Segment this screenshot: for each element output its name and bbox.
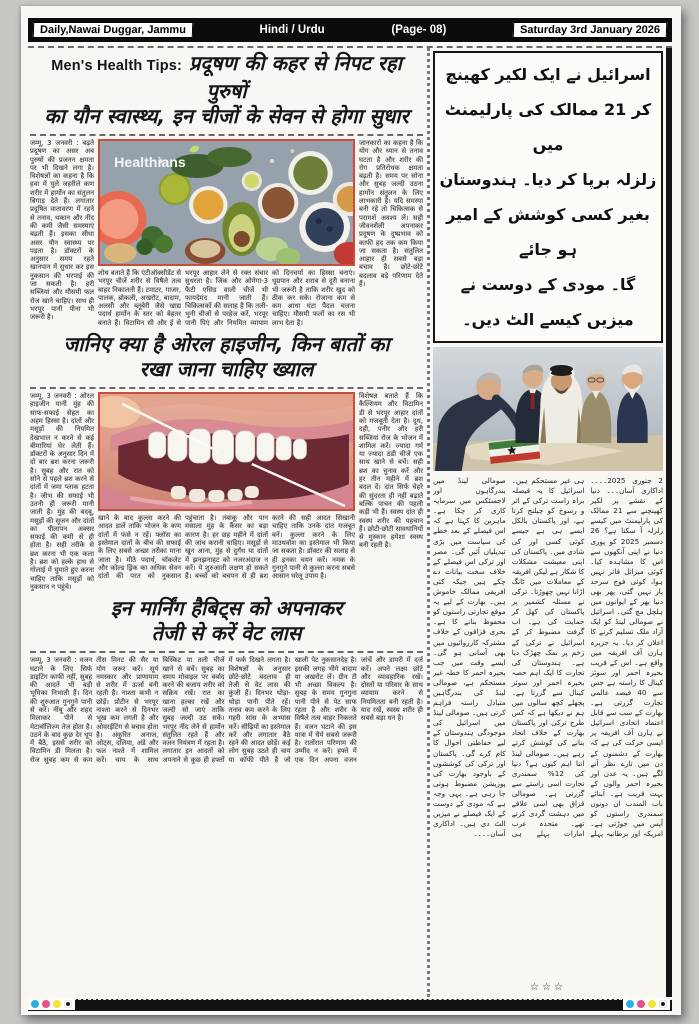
oral-hygiene-mid-block	[98, 392, 355, 591]
mens-health-headline-line1: प्रदूषण की कहर से निपट रहा पुरुषों	[189, 51, 402, 103]
urdu-section	[430, 48, 672, 997]
urdu-headline-line3: گا۔ مودی کے دوست نے میزیں کیسے الٹ دیں۔	[460, 275, 636, 329]
hindi-section	[28, 48, 430, 997]
cyan-dot-icon	[31, 1000, 39, 1008]
mens-health-kicker: Men's Health Tips:	[51, 58, 183, 74]
masthead-bar	[28, 18, 672, 42]
newspaper-page	[21, 6, 681, 1015]
teeth-floss-illustration	[100, 394, 353, 509]
yellow-dot-icon	[648, 1000, 656, 1008]
healthy-food-illustration	[100, 141, 353, 264]
oral-hygiene-col-right: विशेषज्ञ बताते हैं कि कैल्शियम और विटामिन डी से भरपूर आहार दांतों को मजबूती देता है। दूध, दही, पनीर और हरी सब्जियां रोज के भोजन में शामिल करें। ज्यादा गर्म या ज्यादा ठंडी चीजें एक साथ खाने से बचें। सही ब्रश का चुनाव करें और हर तीन महीने में ब्रश बदल दें। दांत सिर्फ चेहरे की सुंदरता ही नहीं बढ़ाते बल्कि पाचन की पहली कड़ी भी हैं। स्वस्थ दांत ही स्वस्थ शरीर की पहचान हैं। छोटी-छोटी सावधानियों से मुस्कान हमेशा स्वस्थ बनी रहती है।	[359, 392, 423, 550]
cyan-dot-icon	[626, 1000, 634, 1008]
urdu-headline-line1: اسرائیل نے ایک لکیر کھینچ کر 21 ممالک کی پارلیمنٹ میں	[444, 65, 652, 154]
mens-health-mid-block	[98, 139, 355, 327]
oral-hygiene-col-mid: खाने के बाद कुल्ला करने की आदत डालें ताकि भोजन के कण दांतों में फंसे न रहें। फ्लॉस का इस्तेमाल दांतों के बीच की सफाई के लिए सबसे अच्छा तरीका माना जाता है। मीठे पदार्थ, चॉकलेट और कोल्ड ड्रिंक का अधिक सेवन दांतों की परत को नुकसान पहुंचाता है। तंबाकू और पान मसाला मुंह के कैंसर का बड़ा कारण है। हर छह महीने में दांतों की जांच करानी चाहिए। मसूड़ों से खून आना, मुंह से दुर्गंध या दांतों में झनझनाहट को नजरअंदाज न करें। ये शुरुआती लक्षण हो सकते हैं। बच्चों को बचपन से ही ब्रश करने की सही आदत सिखानी चाहिए ताकि उनके दांत मजबूत बनें। कुल्ला करने के लिए माउथवॉश का इस्तेमाल भी किया जा सकता है। डॉक्टर की सलाह से ही इनका चयन करें। नमक के गुनगुने पानी से कुल्ला करना सबसे आसान घरेलू उपाय है।	[98, 514, 356, 581]
leaders-illustration	[433, 347, 663, 471]
black-dot-icon	[659, 1000, 667, 1008]
morning-habits-body: जम्मू, 3 जनवरी : वजन घटाने के लिए सिर्फ डाइटिंग काफी नहीं, सुबह की आदतें भी बड़ी भूमिका निभाती हैं। दिन की शुरुआत गुनगुने पानी से करें। नींबू और शहद मिलाकर पीने से मेटाबॉलिज्म तेज होता है। उठने के बाद कुछ देर धूप में बैठें, इससे शरीर को विटामिन डी मिलता है। रोज सुबह कम से कम तीस मिनट की सैर या योग जरूर करें। सूर्य नमस्कार और प्राणायाम से शरीर में ऊर्जा बनी रहती है। नाश्ता कभी न छोड़ें। प्रोटीन से भरपूर नाश्ता करने से दिनभर भूख कम लगती है और ओवरईटिंग से बचाव होता है। अंकुरित अनाज, ओट्स, दलिया, अंडे और फल नाश्ते में शामिल करें। चाय के साथ बिस्किट या तली चीजें खाने से बचें। सुबह का समय मोबाइल पर बर्बाद करने की बजाय शरीर को सक्रिय रखें। रात का खाना हल्का रखें और जल्दी सो जाएं ताकि सुबह जल्दी उठ सकें। भरपूर नींद लेने से हार्मोन संतुलित रहते हैं और वजन नियंत्रण में रहता है। लगातार इन आदतों को अपनाने से कुछ ही हफ्तों में फर्क दिखने लगता है। विशेषज्ञों के अनुसार छोटे-छोटे बदलाव ही तेजी से वेट लास की कुंजी हैं। दिनभर थोड़ा-थोड़ा पानी पीते रहें। तनाव कम करने के लिए गहरी सांस के अभ्यास करें। सीढ़ियों का इस्तेमाल करें और लगातार बैठे रहने की आदत छोड़ें। कई लोग सुबह उठते ही चाय या कॉफी पीते हैं जो खाली पेट नुकसानदेह है। इसकी जगह भीगे बादाम या अखरोट लें। ग्रीन टी भी अच्छा विकल्प है। सुबह के समय गुनगुना पानी पीने से पेट साफ रहता है और शरीर के विषैले तत्व बाहर निकलते हैं। वजन घटाने की इस यात्रा में धैर्य सबसे जरूरी है। रातोंरात परिणाम की उम्मीद न करें। हफ्ते में एक दिन अपना वजन जांचें और डायरी में दर्ज करें। अपने लक्ष्य छोटे और व्यावहारिक रखें। दोस्तों या परिवार के साथ व्यायाम करने से नियमितता बनी रहती है। याद रखें, स्वस्थ शरीर ही सबसे बड़ा धन है।	[30, 656, 423, 764]
teeth-floss-photo	[98, 392, 355, 511]
morning-habits-headline	[30, 593, 423, 653]
article-oral-hygiene	[30, 329, 423, 593]
mens-health-col-left: जम्मू, 3 जनवरी : बढ़ते प्रदूषण का असर अब पुरुषों की प्रजनन क्षमता पर भी दिखने लगा है। विशेषज्ञों का कहना है कि हवा में घुले जहरीले कण शरीर में हार्मोन का संतुलन बिगाड़ देते हैं। लगातार प्रदूषित वातावरण में रहने से तनाव, थकान और नींद की कमी जैसी समस्याएं बढ़ती हैं। इसका सीधा असर यौन स्वास्थ्य पर पड़ता है। डॉक्टरों के अनुसार समय रहते खानपान में सुधार कर इस नुकसान की भरपाई की जा सकती है। हरी सब्जियां और मौसमी फल रोज खाने चाहिए। साथ ही भरपूर पानी पीना भी जरूरी है।	[30, 139, 94, 322]
oral-hygiene-body	[30, 389, 423, 593]
page-content	[28, 46, 672, 997]
language-label: Hindi / Urdu	[259, 24, 325, 36]
oral-hygiene-headline-line2: रखा जाना चाहिए ख्याल	[139, 357, 314, 382]
yellow-dot-icon	[53, 1000, 61, 1008]
mens-health-col-right: जानकारों का कहना है कि योग और ध्यान से तनाव घटता है और शरीर की रोग प्रतिरोधक क्षमता बढ़ती है। समय पर सोना और सुबह जल्दी उठना हार्मोन संतुलन के लिए लाभकारी है। यदि समस्या बनी रहे तो चिकित्सक से परामर्श अवश्य लें। सही जीवनशैली अपनाकर प्रदूषण के दुष्प्रभाव को काफी हद तक कम किया जा सकता है। संतुलित आहार ही सबसे बड़ा बचाव है। छोटे-छोटे बदलाव बड़े परिणाम देते हैं।	[359, 139, 423, 289]
cmyk-registration-right	[623, 998, 670, 1010]
date-label: Saturday 3rd January 2026	[513, 22, 668, 38]
oral-hygiene-headline-line1: जानिए क्या है ओरल हाइजीन, किन बातों का	[63, 332, 390, 357]
mens-health-body	[30, 136, 423, 329]
mens-health-headline	[30, 48, 423, 136]
black-dot-icon	[64, 1000, 72, 1008]
morning-habits-headline-line1: इन मार्निंग हैबिट्स को अपनाकर	[110, 596, 343, 621]
cmyk-registration-left	[28, 998, 75, 1010]
morning-habits-headline-line2: तेजी से करें वेट लास	[151, 621, 302, 646]
article-mens-health	[30, 48, 423, 329]
leaders-photo	[433, 347, 663, 471]
publication-name: Daily,Nawai Duggar, Jammu	[33, 22, 193, 38]
article-morning-habits	[30, 593, 423, 767]
mens-health-headline-line2: का यौन स्वास्थ्य, इन चीजों के सेवन से होगा सुधार	[44, 104, 409, 128]
magenta-dot-icon	[637, 1000, 645, 1008]
mens-health-col-mid: शोध बताते हैं कि एंटीऑक्सीडेंट से भरपूर चीजें शरीर से विषैले तत्व बाहर निकालती हैं। टमाटर, गाजर, पालक, ब्रोकली, अखरोट, बादाम, अलसी और ब्लूबेरी जैसे खाद्य पदार्थ हार्मोन के स्तर को बेहतर बनाते हैं। विटामिन सी और ई से भरपूर आहार लेने से रक्त संचार सुधरता है। जिंक और ओमेगा-3 फैटी एसिड वाली चीजें भी फायदेमंद मानी जाती हैं। चिकित्सकों की सलाह है कि तली-भुनी चीजों से परहेज करें, भरपूर पानी पिएं और नियमित व्यायाम को दिनचर्या का हिस्सा बनाएं। धूम्रपान और शराब से दूरी बनाना भी जरूरी है ताकि शरीर खुद को ठीक कर सके। रोजाना कम से कम आधा घंटा पैदल चलना चाहिए। मौसमी फलों का रस भी लाभ देता है।	[98, 269, 355, 327]
healthy-food-photo	[98, 139, 355, 266]
urdu-body-text: 2 جنوری 2025۔۔۔۔ اداکاری آسان۔۔۔ دنیا کے نقشے پر لکیر کھینچنے سے 21 ممالک کی پارلیمنٹ میں کیسے زلزلہ آ سکتا ہے؟ 26 دسمبر 2025 کو پوری دنیا نے اپنی آنکھوں سے اس کا مشاہدہ کیا۔ کوئی میزائل فائر نہیں ہوا، کوئی فوج سرحد پار نہیں گئی، پھر بھی دنیا بھر کے ایوانوں میں ہلچل مچ گئی۔ اسرائیل نے صومالی لینڈ کو ایک آزاد ملک تسلیم کرنے کا اعلان کر دیا۔ یہ جزیرہ ہارن آف افریقہ میں واقع ہے۔ اس کے قریب بحیرہ احمر اور سوئز کینال کا راستہ ہے جس سے 40 فیصد عالمی تجارت گزرتی ہے۔ بھارت کے سب سے قابل اعتماد اتحادی اسرائیل نے ہارن آف افریقہ پر ایسی حرکت کی ہے کہ بھارت کے دشمنوں کے دن میں تارے نظر آنے لگے ہیں۔ یہ عدن اور بحیرہ احمر والوں کے بہت قریب ہے۔ آبنائے باب المندب ان دونوں سمندری راستوں کو آپس میں جوڑتی ہے۔ امریکہ اور برطانیہ پہلے ہی غیر مستحکم ہیں۔ اسرائیل کا یہ فیصلہ براہ راست ترکی کے اثر و رسوخ کو چیلنج کرتا ہے، اور پاکستان بالکل ایسے ہی ہے جیسے کوئی کسی اور کی شادی میں۔ پاکستان کی اپنی معیشت مشکلات کا شکار ہے لیکن افریقہ کے معاملات میں ٹانگ اڑانا نہیں چھوڑتا۔ ترکی نے مسئلہ کشمیر پر پاکستان کی کھل کر حمایت کی ہے۔ اب گرفت مضبوط کر کے اسرائیل نے ترکی کے زخم پر نمک چھڑک دیا ہے۔ ہندوستان کی تجارت کا ایک اہم حصہ بحیرہ احمر اور سوئز کینال سے گزرتا ہے۔ پچھلے کچھ سالوں میں ہم نے دیکھا ہے کہ کس طرح ترکی اور پاکستان بھارت کے خلاف اتحاد بنانے کی کوشش کرتے رہے ہیں۔ صومالی لینڈ اتنا اہم کیوں ہے؟ دنیا کی 12% سمندری تجارت اسی راستے سے گزرتی ہے۔ صومالی قزاق بھی اسی علاقے میں دہشت گردی کرتے تھے۔ متحدہ عرب امارات پہلے ہی صومالی لینڈ میں بندرگاہوں اور لاجسٹکس میں سرمایہ کاری کر چکا ہے۔ ماہرین کا کہنا ہے کہ اس فیصلے کے بعد خطے کی سیاست میں بڑی تبدیلیاں آئیں گی۔ مصر اور ترکی اس فیصلے کے خلاف سخت بیانات دے چکے ہیں جبکہ کئی افریقی ممالک خاموش ہیں۔ بھارت کے لیے یہ موقع تجارتی راستوں کو محفوظ بنانے کا ہے۔ بحری قزاقوں کے خلاف مشترکہ کارروائیوں میں بھی آسانی ہو گی۔ ایسے وقت میں جب بحیرہ احمر کا خطہ غیر مستحکم ہے، صومالی لینڈ کی بندرگاہیں متبادل راستہ فراہم کرتی ہیں۔ صومالی لینڈ میں اسرائیل کی موجودگی ہندوستان کے لیے حفاظتی احوال کا کام کرے گی۔ پاکستان اور ترکی کی کوششوں کے باوجود بھارت کی پوزیشن مضبوط ہوتی جا رہی ہے۔ یہی وجہ ہے کہ مودی کے دوست کے ایک فیصلے نے میزیں الٹ دی ہیں۔ اداکاری آسان۔۔۔۔	[433, 476, 663, 839]
urdu-headline	[433, 51, 663, 343]
oral-hygiene-headline	[30, 329, 423, 389]
healthians-watermark: Healthians	[114, 154, 186, 170]
urdu-headline-line2: زلزلہ برپا کر دیا۔ ہندوستان بغیر کسی کوشش کے امیر ہو جائے	[439, 170, 657, 259]
bottom-print-bar	[28, 999, 672, 1011]
page-number-label: (Page- 08)	[391, 24, 447, 36]
oral-hygiene-col-left: जम्मू, 3 जनवरी : ओरल हाइजीन यानी मुंह की साफ-सफाई सेहत का अहम हिस्सा है। दांतों और मसूड़ों की नियमित देखभाल न करने से कई बीमारियां घेर लेती हैं। डॉक्टरों के अनुसार दिन में दो बार ब्रश करना जरूरी है। सुबह और रात को सोने से पहले ब्रश करने से दांतों में जमा प्लाक हटता है। जीभ की सफाई भी उतनी ही जरूरी मानी जाती है। मुंह की बदबू, मसूड़ों की सूजन और दांतों का पीलापन अक्सर सफाई की कमी से ही होता है। सही तरीके से ब्रश करना भी एक कला है। ब्रश को हल्के हाथ से गोलाई में घुमाते हुए करना चाहिए ताकि मसूड़ों को नुकसान न पहुंचे।	[30, 392, 94, 591]
magenta-dot-icon	[42, 1000, 50, 1008]
urdu-end-stars: ☆☆☆	[530, 982, 566, 993]
